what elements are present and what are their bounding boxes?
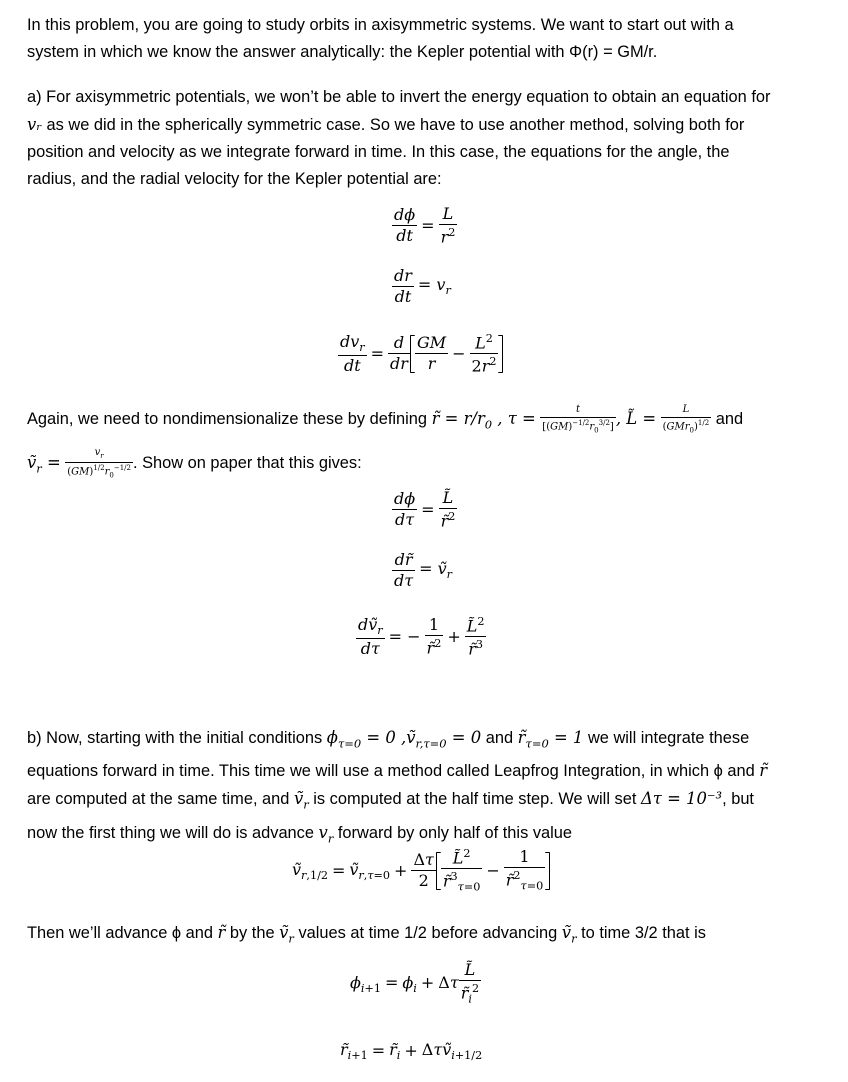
part-b-line-2: equations forward in time. This time we will use a method called Leapfrog Integration, in which ϕ and r̃ xyxy=(27,761,768,781)
part-b-line-4: now the first thing we will do is advance $v_r$ forward by only half of this value xyxy=(27,822,573,845)
equation-dphi-dtau: $\frac{d\phi}{d\tau}$ = $\frac{L̃}{r̃^2}$ xyxy=(394,488,456,531)
intro-paragraph xyxy=(27,12,827,66)
equation-drtilde-dtau: $\frac{dr̃}{d\tau}$ = ṽ$_r$ xyxy=(394,550,452,590)
nondimensional-definitions-line: Again, we need to nondimensionalize these by defining r̃ = $r/r_0$ , τ = $\frac{t}{[(GM)^{-1/2}r_0^{3/2}]}$ , L̃ = $\frac{L}{(GMr_0)^{1/2}}$ and xyxy=(27,404,744,435)
part-b-line-3: are computed at the same time, and ṽ$_r$ is computed at the half time step. We will set Δτ = 10⁻³, but xyxy=(27,789,754,812)
part-b-line-1: b) Now, starting with the initial conditions $\phi_{\tau=0} = 0$ ,ṽ$_{r,\tau=0}$ = 0 and $r̃_{\tau=0} = 1$ we will integrate these xyxy=(27,728,750,751)
part-a-line-3: position and velocity as we integrate forward in time. In this case, the equations for the angle, the xyxy=(27,143,730,161)
equation-dphi-dt: $\frac{d\phi}{dt}$ = $\frac{L}{r^2}$ xyxy=(394,204,456,247)
part-a-line-1: a) For axisymmetric potentials, we won’t be able to invert the energy equation to obtain an equation for xyxy=(27,88,771,106)
part-b-paragraph xyxy=(27,724,827,852)
vr-tilde-definition-line: ṽ$_r$ = $\frac{v_r}{(GM)^{1/2}r_0^{-1/2}}$ . Show on paper that this gives: xyxy=(27,447,362,480)
part-a-line-4: radius, and the radial velocity for the Kepler potential are: xyxy=(27,170,442,188)
vr-symbol: vᵣ xyxy=(27,115,42,134)
then-advance-line: Then we’ll advance ϕ and r̃ by the ṽ$_r$ values at time 1/2 before advancing ṽ$_r$ to time 3/2 that is xyxy=(27,923,706,946)
equation-dr-dt: $\frac{dr}{dt}$ = $v_r$ xyxy=(394,266,451,306)
intro-line-2: system in which we know the answer analytically: the Kepler potential with Φ(r) = GM/r. xyxy=(27,43,658,61)
equation-phi-update: $\phi_{i+1} = \phi_i + \Delta\tau$ $\frac{L̃}{r̃_i^2}$ xyxy=(350,960,480,1006)
equation-half-step-velocity: ṽ$_{r,1/2}$ = ṽ$_{r,\tau=0}$ + $\frac{\Delta\tau}{2}$ $\frac{L̃^2}{r̃^3_{\tau=0}}$ − $\frac{1}{r̃^2_{\tau=0}}$ xyxy=(292,848,550,893)
equation-dvr-dt: $\frac{dv_r}{dt}$ = $\frac{d}{dr}$ $\frac{GM}{r}$ − $\frac{L^2}{2r^2}$ xyxy=(338,333,503,375)
equation-dvrtilde-dtau: $\frac{dṽ_r}{d\tau}$ = − $\frac{1}{r̃^2}$ + $\frac{L̃^2}{r̃^3}$ xyxy=(358,614,485,659)
part-a-line-2: vᵣ as we did in the spherically symmetric case. So we have to use another method, solving both for xyxy=(27,115,745,134)
part-a-paragraph xyxy=(27,84,827,193)
equation-r-update: $r̃_{i+1}$ = $r̃_i$ + Δτṽ$_{i+1/2}$ xyxy=(340,1040,483,1063)
intro-line-1: In this problem, you are going to study orbits in axisymmetric systems. We want to start out with a xyxy=(27,16,734,34)
